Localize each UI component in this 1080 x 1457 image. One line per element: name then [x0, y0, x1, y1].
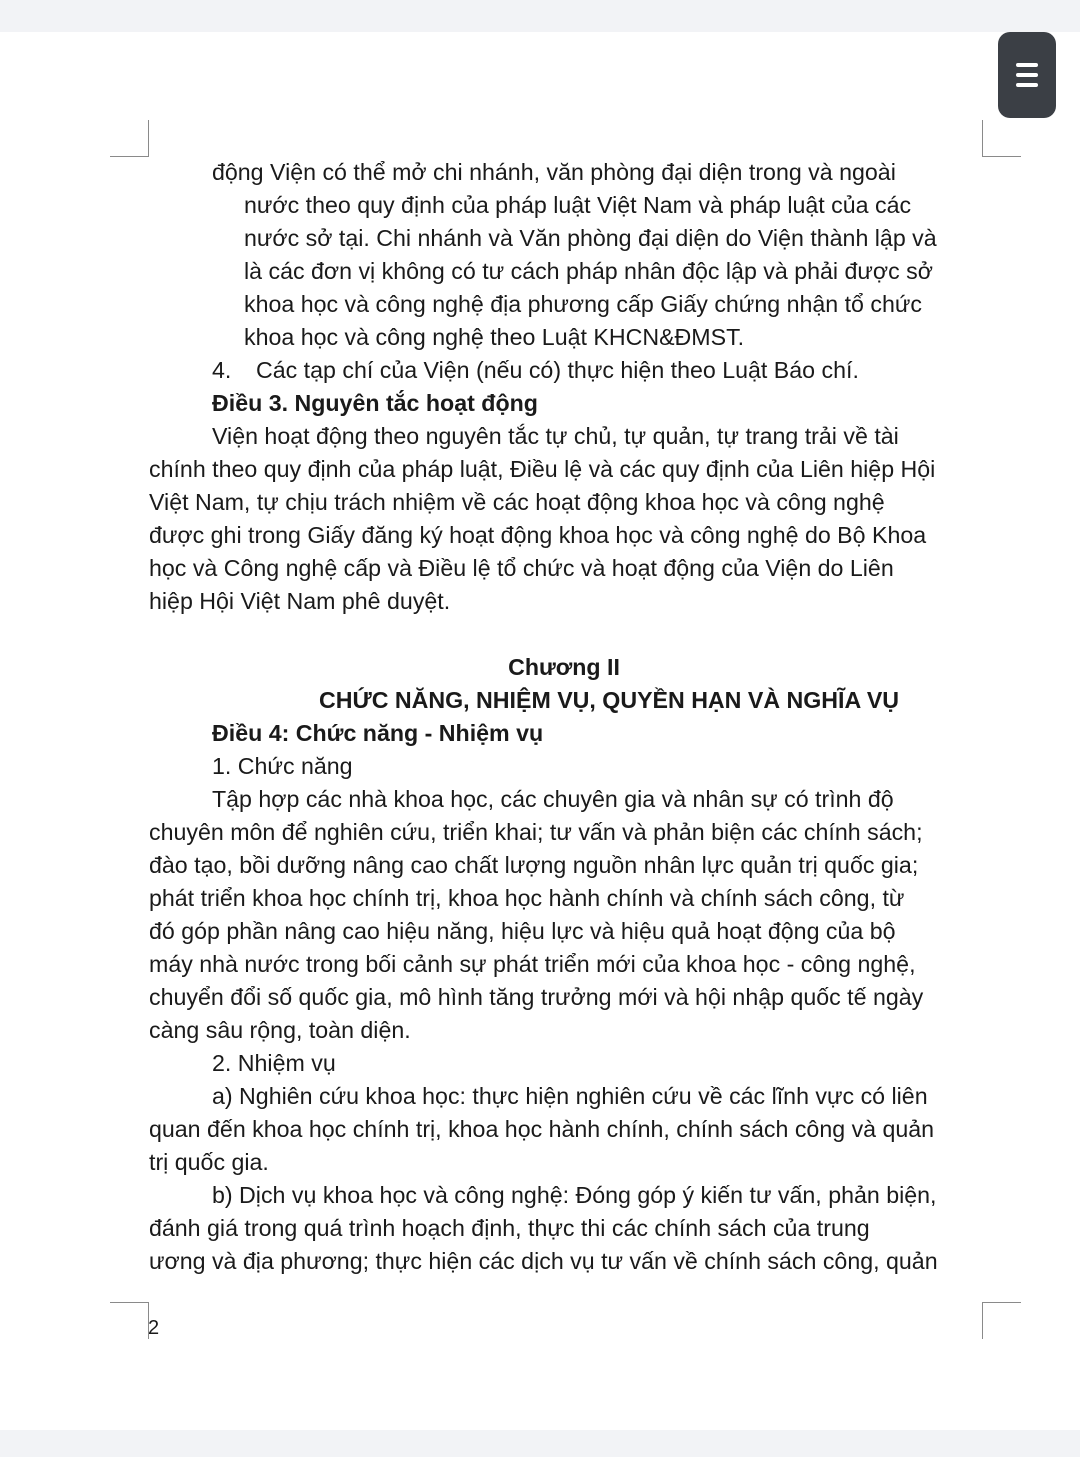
text-line: phát triển khoa học chính trị, khoa học hành chính và chính sách công, từ — [149, 885, 905, 911]
crop-mark-bottom-left — [110, 1302, 149, 1339]
list-item — [149, 354, 979, 387]
page-content — [149, 156, 979, 1278]
text-line: học và Công nghệ cấp và Điều lệ tổ chức và hoạt động của Viện do Liên — [149, 555, 894, 581]
list-item-number: 4. — [212, 357, 232, 383]
text-line: a) Nghiên cứu khoa học: thực hiện nghiên cứu về các lĩnh vực có liên — [212, 1083, 928, 1109]
text-line: Tập hợp các nhà khoa học, các chuyên gia và nhân sự có trình độ — [212, 786, 894, 812]
text-line: khoa học và công nghệ địa phương cấp Giấy chứng nhận tổ chức — [244, 291, 922, 317]
text-line: ương và địa phương; thực hiện các dịch vụ tư vấn về chính sách công, quản — [149, 1248, 938, 1274]
text-line: động Viện có thể mở chi nhánh, văn phòng đại diện trong và ngoài — [212, 159, 896, 185]
text-line: đó góp phần nâng cao hiệu năng, hiệu lực và hiệu quả hoạt động của bộ — [149, 918, 896, 944]
text-line: là các đơn vị không có tư cách pháp nhân độc lập và phải được sở — [244, 258, 933, 284]
text-line: chính theo quy định của pháp luật, Điều lệ và các quy định của Liên hiệp Hội — [149, 456, 936, 482]
text-line: quan đến khoa học chính trị, khoa học hành chính, chính sách công và quản — [149, 1116, 935, 1142]
text-line: Việt Nam, tự chịu trách nhiệm về các hoạt động khoa học và công nghệ — [149, 489, 885, 515]
text-line: chuyển đổi số quốc gia, mô hình tăng trưởng mới và hội nhập quốc tế ngày — [149, 984, 924, 1010]
text-line: đào tạo, bồi dưỡng nâng cao chất lượng nguồn nhân lực quản trị quốc gia; — [149, 852, 919, 878]
crop-mark-top-right — [982, 120, 1021, 157]
article-4-heading: Điều 4: Chức năng - Nhiệm vụ — [212, 720, 544, 746]
subsection-heading: 2. Nhiệm vụ — [212, 1050, 336, 1076]
menu-button[interactable] — [998, 32, 1056, 118]
text-line: khoa học và công nghệ theo Luật KHCN&ĐMST. — [244, 324, 745, 350]
subsection-heading: 1. Chức năng — [212, 753, 353, 779]
blank-line — [149, 618, 979, 651]
hamburger-menu-icon — [1016, 63, 1038, 67]
page-number: 2 — [148, 1317, 160, 1339]
hamburger-menu-icon-bar — [1016, 73, 1038, 77]
crop-mark-top-left — [110, 120, 149, 157]
text-line: nước sở tại. Chi nhánh và Văn phòng đại diện do Viện thành lập và — [244, 225, 937, 251]
text-line: hiệp Hội Việt Nam phê duyệt. — [149, 588, 451, 614]
hamburger-menu-icon-bar — [1016, 83, 1038, 87]
article-3-heading: Điều 3. Nguyên tắc hoạt động — [212, 390, 538, 416]
chapter-label: Chương II — [508, 654, 620, 680]
list-item-text: Các tạp chí của Viện (nếu có) thực hiện theo Luật Báo chí. — [256, 357, 859, 383]
text-line: Viện hoạt động theo nguyên tắc tự chủ, tự quản, tự trang trải về tài — [212, 423, 899, 449]
text-line: máy nhà nước trong bối cảnh sự phát triển mới của khoa học - công nghệ, — [149, 951, 916, 977]
text-line: nước theo quy định của pháp luật Việt Nam và pháp luật của các — [244, 192, 912, 218]
text-line: chuyên môn để nghiên cứu, triển khai; tư vấn và phản biện các chính sách; — [149, 819, 923, 845]
text-line: càng sâu rộng, toàn diện. — [149, 1017, 411, 1043]
text-line: được ghi trong Giấy đăng ký hoạt động khoa học và công nghệ do Bộ Khoa — [149, 522, 927, 548]
text-line: đánh giá trong quá trình hoạch định, thực thi các chính sách của trung — [149, 1215, 870, 1241]
text-line: b) Dịch vụ khoa học và công nghệ: Đóng góp ý kiến tư vấn, phản biện, — [212, 1182, 937, 1208]
crop-mark-bottom-right — [982, 1302, 1021, 1339]
chapter-title: CHỨC NĂNG, NHIỆM VỤ, QUYỀN HẠN VÀ NGHĨA VỤ — [318, 687, 900, 713]
text-line: trị quốc gia. — [149, 1149, 269, 1175]
